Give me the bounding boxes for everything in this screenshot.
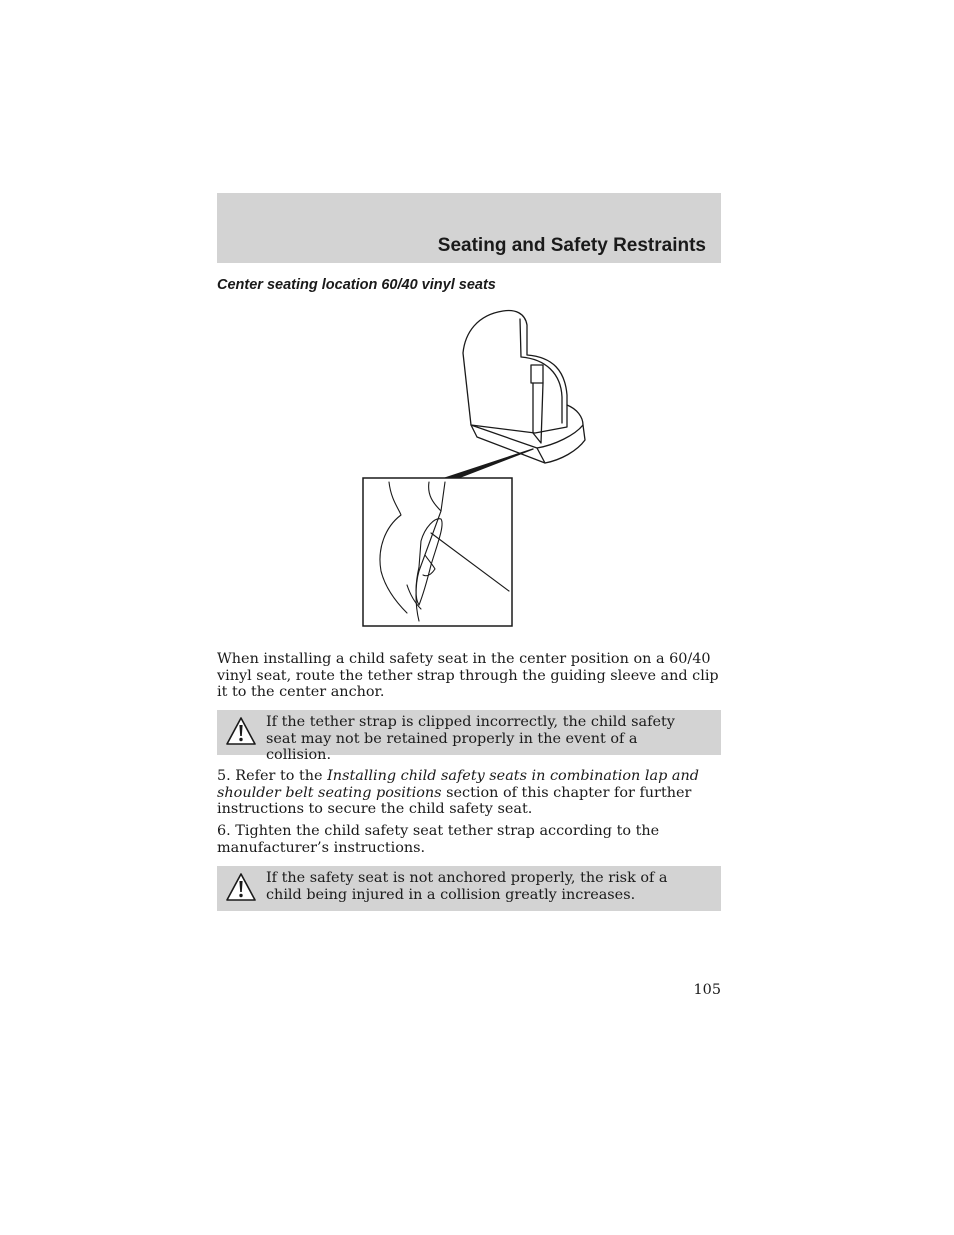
- seat-tether-figure: [355, 305, 595, 630]
- page-title: Seating and Safety Restraints: [437, 235, 706, 256]
- step-6-paragraph: 6. Tighten the child safety seat tether strap according to the manufacturer’s instructions.: [217, 823, 660, 856]
- detail-inset: [363, 478, 512, 626]
- warning-triangle-icon: [225, 872, 257, 902]
- step-5-reference: Installing child safety seats in combination lap and shoulder belt seating positions: [217, 768, 699, 801]
- warning-text: If the tether strap is clipped incorrectly, the child safety seat may not be retained properly in the event of a collision.: [266, 714, 675, 764]
- step-5-suffix: section of this chapter for further instructions to secure the child safety seat.: [217, 784, 692, 818]
- warning-box-1: [217, 710, 721, 764]
- intro-paragraph: When installing a child safety seat in the center position on a 60/40 vinyl seat, route the tether strap through the guiding sleeve and clip it to the center anchor.: [217, 651, 719, 701]
- page-number: 105: [693, 982, 721, 998]
- guiding-sleeve: [531, 365, 543, 383]
- warning-text: If the safety seat is not anchored properly, the risk of a child being injured in a collision greatly increases.: [266, 870, 668, 903]
- seat-back-outline: [463, 311, 567, 433]
- seat-tether-anchor-illustration: [355, 305, 595, 630]
- warning-box-2: [217, 866, 721, 911]
- warning-triangle-icon: [225, 716, 257, 746]
- tether-strap: [533, 383, 543, 443]
- section-heading: Center seating location 60/40 vinyl seats: [217, 277, 496, 293]
- step-5-prefix: 5. Refer to the: [217, 768, 328, 784]
- header-band: [217, 193, 721, 263]
- step-5-paragraph: [217, 768, 721, 818]
